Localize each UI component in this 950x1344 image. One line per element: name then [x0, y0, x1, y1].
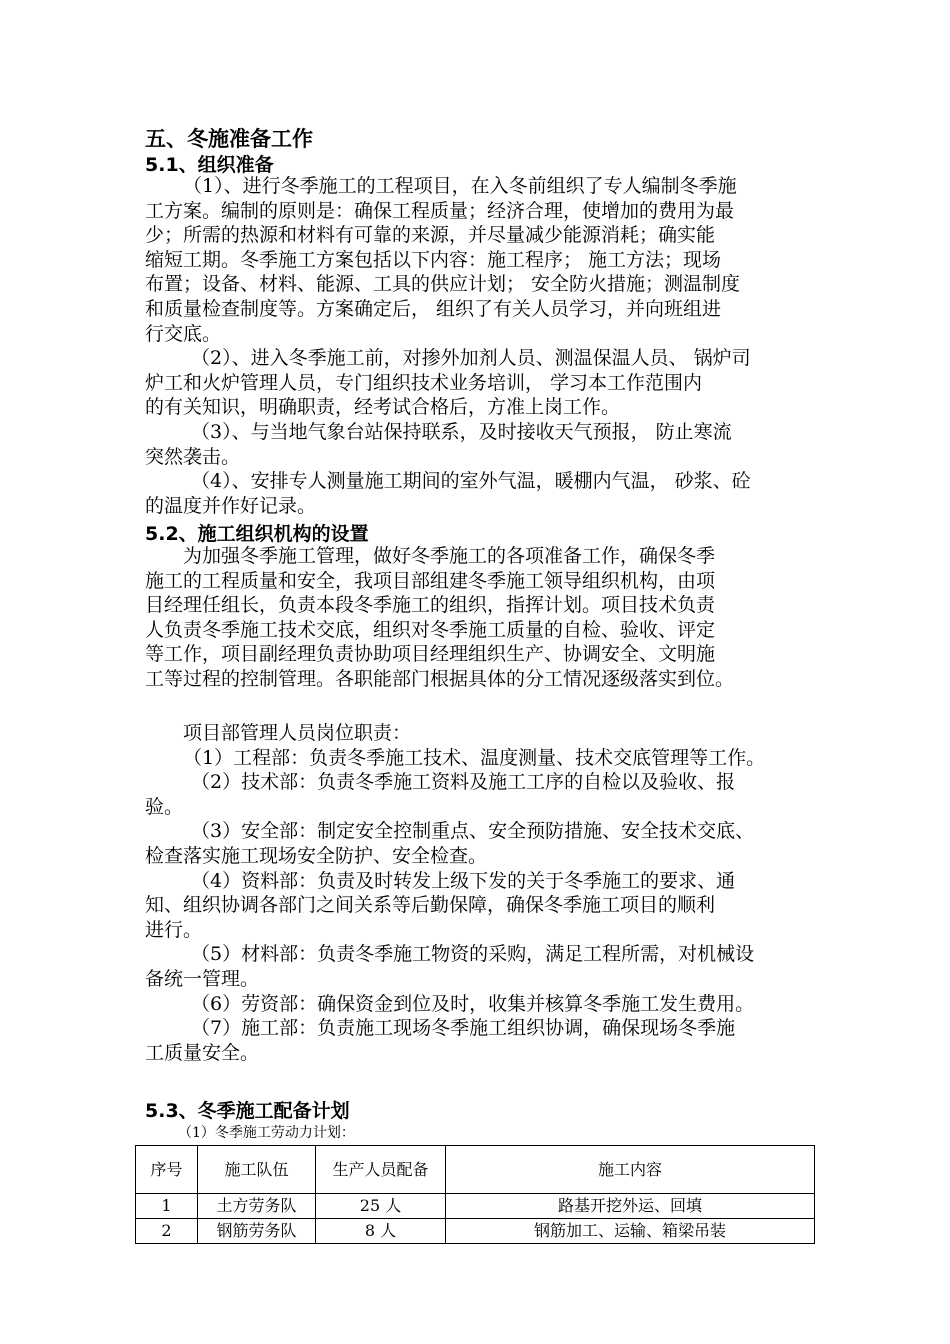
paragraph-line: 炉工和火炉管理人员，专门组织技术业务培训， 学习本工作范围内: [145, 371, 703, 394]
table-cell: 钢筋劳务队: [198, 1219, 316, 1244]
table-cell: 土方劳务队: [198, 1194, 316, 1219]
paragraph-line: 等工作，项目副经理负责协助项目经理组织生产、协调安全、文明施: [145, 643, 716, 666]
table-cell: 路基开挖外运、回填: [446, 1194, 815, 1219]
paragraph-line: 布置；设备、材料、能源、工具的供应计划； 安全防火措施；测温制度: [145, 273, 741, 296]
duties-body: [145, 721, 820, 1065]
paragraph-line: （2）技术部：负责冬季施工资料及施工工序的自检以及验收、报: [191, 771, 736, 794]
section-title: 五、冬施准备工作: [145, 127, 313, 151]
table-cell: 8 人: [316, 1219, 446, 1244]
heading-5-1: 5.1、组织准备: [145, 154, 274, 176]
paragraph-line: （2）、进入冬季施工前，对掺外加剂人员、测温保温人员、 锅炉司: [191, 347, 751, 370]
paragraph-line: （5）材料部：负责冬季施工物资的采购，满足工程所需，对机械设: [191, 943, 755, 966]
paragraph-line: 工方案。编制的原则是：确保工程质量；经济合理，使增加的费用为最: [145, 199, 735, 222]
header-cell: 序号: [136, 1146, 198, 1194]
section-5-1-body: [145, 174, 820, 518]
header-cell: 施工内容: [446, 1146, 815, 1194]
paragraph-line: 验。: [145, 795, 184, 818]
table-cell: 25 人: [316, 1194, 446, 1219]
table-header-row: [136, 1146, 815, 1194]
paragraph-line: 项目部管理人员岗位职责：: [183, 722, 412, 744]
paragraph-line: 工质量安全。: [145, 1041, 260, 1064]
paragraph-line: 备统一管理。: [145, 967, 260, 990]
paragraph-line: （4）资料部：负责及时转发上级下发的关于冬季施工的要求、通: [191, 869, 736, 892]
paragraph-line: 目经理任组长，负责本段冬季施工的组织，指挥计划。项目技术负责: [145, 594, 716, 617]
paragraph-line: 缩短工期。冬季施工方案包括以下内容：施工程序； 施工方法；现场: [145, 248, 722, 271]
paragraph-line: 进行。: [145, 918, 203, 941]
paragraph-line: （3）安全部：制定安全控制重点、安全预防措施、安全技术交底、: [191, 820, 755, 843]
paragraph-line: 和质量检查制度等。方案确定后， 组织了有关人员学习，并向班组进: [145, 297, 722, 320]
table-row: [136, 1219, 815, 1244]
paragraph-line: （4）、安排专人测量施工期间的室外气温，暖棚内气温， 砂浆、砼: [191, 470, 751, 493]
paragraph-line: 的有关知识，明确职责，经考试合格后，方准上岗工作。: [145, 396, 621, 419]
paragraph-line: 施工的工程质量和安全，我项目部组建冬季施工领导组织机构，由项: [145, 569, 716, 592]
table-caption: （1）冬季施工劳动力计划：: [178, 1125, 355, 1141]
paragraph-line: 人负责冬季施工技术交底，组织对冬季施工质量的自检、验收、评定: [145, 618, 716, 641]
paragraph-line: 为加强冬季施工管理，做好冬季施工的各项准备工作，确保冬季: [183, 545, 716, 567]
heading-5-3: 5.3、冬季施工配备计划: [145, 1100, 350, 1122]
paragraph-line: 少；所需的热源和材料有可靠的来源，并尽量减少能源消耗；确实能: [145, 224, 716, 247]
paragraph-line: （3）、与当地气象台站保持联系，及时接收天气预报， 防止寒流: [191, 420, 732, 443]
table-cell: 钢筋加工、运输、箱梁吊装: [446, 1219, 815, 1244]
paragraph-line: （1）工程部：负责冬季施工技术、温度测量、技术交底管理等工作。: [183, 746, 766, 769]
paragraph-line: 检查落实施工现场安全防护、安全检查。: [145, 844, 488, 867]
paragraph-line: （6）劳资部：确保资金到位及时，收集并核算冬季施工发生费用。: [191, 992, 755, 1015]
paragraph-line: 行交底。: [145, 322, 222, 345]
table-cell: 1: [136, 1194, 198, 1219]
table-row: [136, 1194, 815, 1219]
header-cell: [316, 1146, 446, 1194]
paragraph-line: 突然袭击。: [145, 445, 241, 468]
table-cell: 2: [136, 1219, 198, 1244]
paragraph-line: 的温度并作好记录。: [145, 494, 317, 517]
section-5-2-body: [145, 544, 820, 692]
labor-plan-table: [135, 1145, 815, 1244]
paragraph-line: （1）、进行冬季施工的工程项目，在入冬前组织了专人编制冬季施: [183, 175, 737, 197]
header-cell: 施工队伍: [198, 1146, 316, 1194]
paragraph-line: （7）施工部：负责施工现场冬季施工组织协调，确保现场冬季施: [191, 1017, 736, 1040]
paragraph-line: 工等过程的控制管理。各职能部门根据具体的分工情况逐级落实到位。: [145, 667, 735, 690]
heading-5-2: 5.2、施工组织机构的设置: [145, 523, 369, 545]
paragraph-line: 知、组织协调各部门之间关系等后勤保障，确保冬季施工项目的顺利: [145, 894, 716, 917]
header-cell-text: 生产人员配备: [332, 1159, 429, 1179]
